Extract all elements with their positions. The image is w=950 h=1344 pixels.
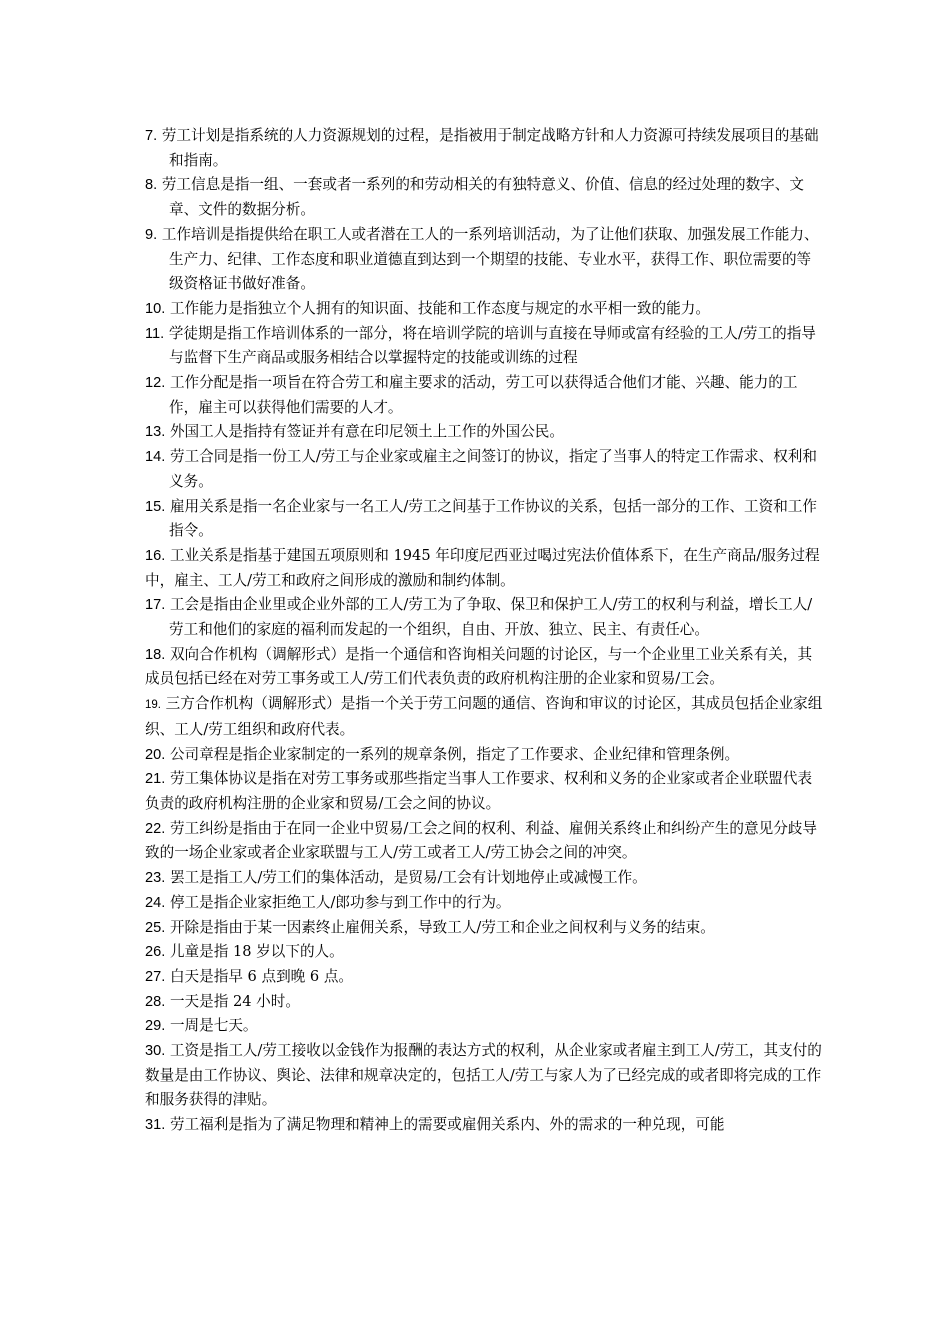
- definition-item-29: [145, 1014, 825, 1039]
- definition-item-26: [145, 940, 825, 965]
- definition-item-15: [145, 495, 825, 544]
- item-number: 8.: [145, 177, 158, 194]
- item-text: 一天是指 24 小时。: [169, 992, 300, 1010]
- item-text: 工作分配是指一项旨在符合劳工和雇主要求的活动，劳工可以获得适合他们才能、兴趣、能力的工作，雇主可以获得他们需要的人才。: [169, 374, 798, 416]
- item-number: 28.: [145, 993, 166, 1010]
- item-text: 劳工计划是指系统的人力资源规划的过程，是指被用于制定战略方针和人力资源可持续发展项目的基础和指南。: [161, 127, 819, 169]
- definition-item-28: [145, 990, 825, 1015]
- item-text: 开除是指由于某一因素终止雇佣关系，导致工人/劳工和企业之间权利与义务的结束。: [169, 918, 715, 936]
- item-text: 工作能力是指独立个人拥有的知识面、技能和工作态度与规定的水平相一致的能力。: [169, 299, 710, 317]
- definition-item-13: [145, 420, 825, 445]
- item-text: 工作培训是指提供给在职工人或者潜在工人的一系列培训活动，为了让他们获取、加强发展工作能力、生产力、纪律、工作态度和职业道德直到达到一个期望的技能、专业水平，获得工作、职位需要的等级资格证书做好准备。: [161, 225, 819, 293]
- item-number: 29.: [145, 1018, 166, 1035]
- item-text: 儿童是指 18 岁以下的人。: [169, 943, 344, 961]
- item-number: 22.: [145, 820, 166, 837]
- item-text: 外国工人是指持有签证并有意在印尼领土上工作的外国公民。: [169, 423, 564, 441]
- item-number: 13.: [145, 424, 166, 441]
- item-text: 白天是指早 6 点到晚 6 点。: [169, 967, 354, 985]
- definition-item-19: [145, 692, 825, 742]
- definition-item-25: [145, 916, 825, 941]
- item-number: 17.: [145, 597, 166, 614]
- item-number: 23.: [145, 870, 166, 887]
- item-number: 18.: [145, 646, 166, 663]
- item-text: 雇用关系是指一名企业家与一名工人/劳工之间基于工作协议的关系，包括一部分的工作、工资和工作指令。: [169, 497, 817, 540]
- definition-item-24: [145, 891, 825, 916]
- item-number: 24.: [145, 894, 166, 911]
- item-text: 三方合作机构（调解形式）是指一个关于劳工问题的通信、咨询和审议的讨论区，其成员包括企业家组织、工人/劳工组织和政府代表。: [145, 695, 823, 738]
- definition-item-12: [145, 371, 825, 420]
- item-text: 学徒期是指工作培训体系的一部分，将在培训学院的培训与直接在导师或富有经验的工人/劳工的指导与监督下生产商品或服务相结合以掌握特定的技能或训练的过程: [168, 324, 816, 367]
- item-number: 12.: [145, 375, 166, 392]
- item-number: 25.: [145, 919, 166, 936]
- item-number: 30.: [145, 1043, 166, 1060]
- definition-item-9: [145, 223, 825, 297]
- item-text: 工业关系是指基于建国五项原则和 1945 年印度尼西亚过喝过宪法价值体系下，在生产商品/服务过程中，雇主、工人/劳工和政府之间形成的激励和制约体制。: [145, 546, 820, 589]
- definition-item-10: [145, 297, 825, 322]
- definition-item-20: [145, 743, 825, 768]
- item-text: 公司章程是指企业家制定的一系列的规章条例，指定了工作要求、企业纪律和管理条例。: [169, 745, 740, 763]
- item-text: 工会是指由企业里或企业外部的工人/劳工为了争取、保卫和保护工人/劳工的权利与利益，增长工人/劳工和他们的家庭的福利而发起的一个组织，自由、开放、独立、民主、有责任心。: [169, 596, 813, 639]
- item-text: 一周是七天。: [169, 1017, 258, 1035]
- definition-item-17: [145, 593, 825, 642]
- item-number: 10.: [145, 300, 166, 317]
- item-text: 劳工集体协议是指在对劳工事务或那些指定当事人工作要求、权利和义务的企业家或者企业联盟代表负责的政府机构注册的企业家和贸易/工会之间的协议。: [145, 770, 813, 812]
- item-number: 11.: [145, 325, 165, 342]
- item-number: 20.: [145, 746, 166, 763]
- definition-item-8: [145, 173, 825, 222]
- item-number: 19.: [145, 699, 161, 712]
- definition-item-30: [145, 1039, 825, 1113]
- item-text: 劳工合同是指一份工人/劳工与企业家或雇主之间签订的协议，指定了当事人的特定工作需求、权利和义务。: [169, 448, 817, 490]
- item-number: 16.: [145, 547, 166, 564]
- item-number: 14.: [145, 449, 166, 466]
- definition-item-23: [145, 866, 825, 891]
- definition-item-16: [145, 544, 825, 593]
- item-text: 双向合作机构（调解形式）是指一个通信和咨询相关问题的讨论区，与一个企业里工业关系有关，其成员包括已经在对劳工事务或工人/劳工们代表负责的政府机构注册的企业家和贸易/工会。: [145, 645, 813, 688]
- item-number: 21.: [145, 771, 166, 788]
- document-page: [145, 124, 825, 1138]
- item-number: 9.: [145, 226, 158, 243]
- definition-item-18: [145, 643, 825, 692]
- item-text: 劳工信息是指一组、一套或者一系列的和劳动相关的有独特意义、价值、信息的经过处理的数字、文章、文件的数据分析。: [161, 176, 804, 219]
- definition-item-27: [145, 965, 825, 990]
- item-text: 工资是指工人/劳工接收以金钱作为报酬的表达方式的权利，从企业家或者雇主到工人/劳工，其支付的数量是由工作协议、舆论、法律和规章决定的，包括工人/劳工与家人为了已经完成的或者即将完成的工作和服务获得的津贴。: [145, 1042, 822, 1109]
- definition-item-14: [145, 445, 825, 494]
- definition-item-11: [145, 322, 825, 371]
- item-number: 31.: [145, 1117, 166, 1134]
- item-number: 7.: [145, 128, 158, 144]
- item-text: 劳工纠纷是指由于在同一企业中贸易/工会之间的权利、利益、雇佣关系终止和纠纷产生的意见分歧导致的一场企业家或者企业家联盟与工人/劳工或者工人/劳工协会之间的冲突。: [145, 819, 817, 862]
- definition-item-22: [145, 817, 825, 866]
- item-text: 劳工福利是指为了满足物理和精神上的需要或雇佣关系内、外的需求的一种兑现，可能: [169, 1116, 725, 1134]
- item-number: 15.: [145, 498, 166, 515]
- item-number: 27.: [145, 968, 166, 985]
- definition-item-7: [145, 124, 825, 173]
- item-text: 罢工是指工人/劳工们的集体活动，是贸易/工会有计划地停止或减慢工作。: [169, 869, 647, 887]
- definition-item-31: [145, 1113, 825, 1138]
- definition-item-21: [145, 767, 825, 816]
- item-text: 停工是指企业家拒绝工人/郎功参与到工作中的行为。: [169, 893, 511, 911]
- item-number: 26.: [145, 944, 166, 961]
